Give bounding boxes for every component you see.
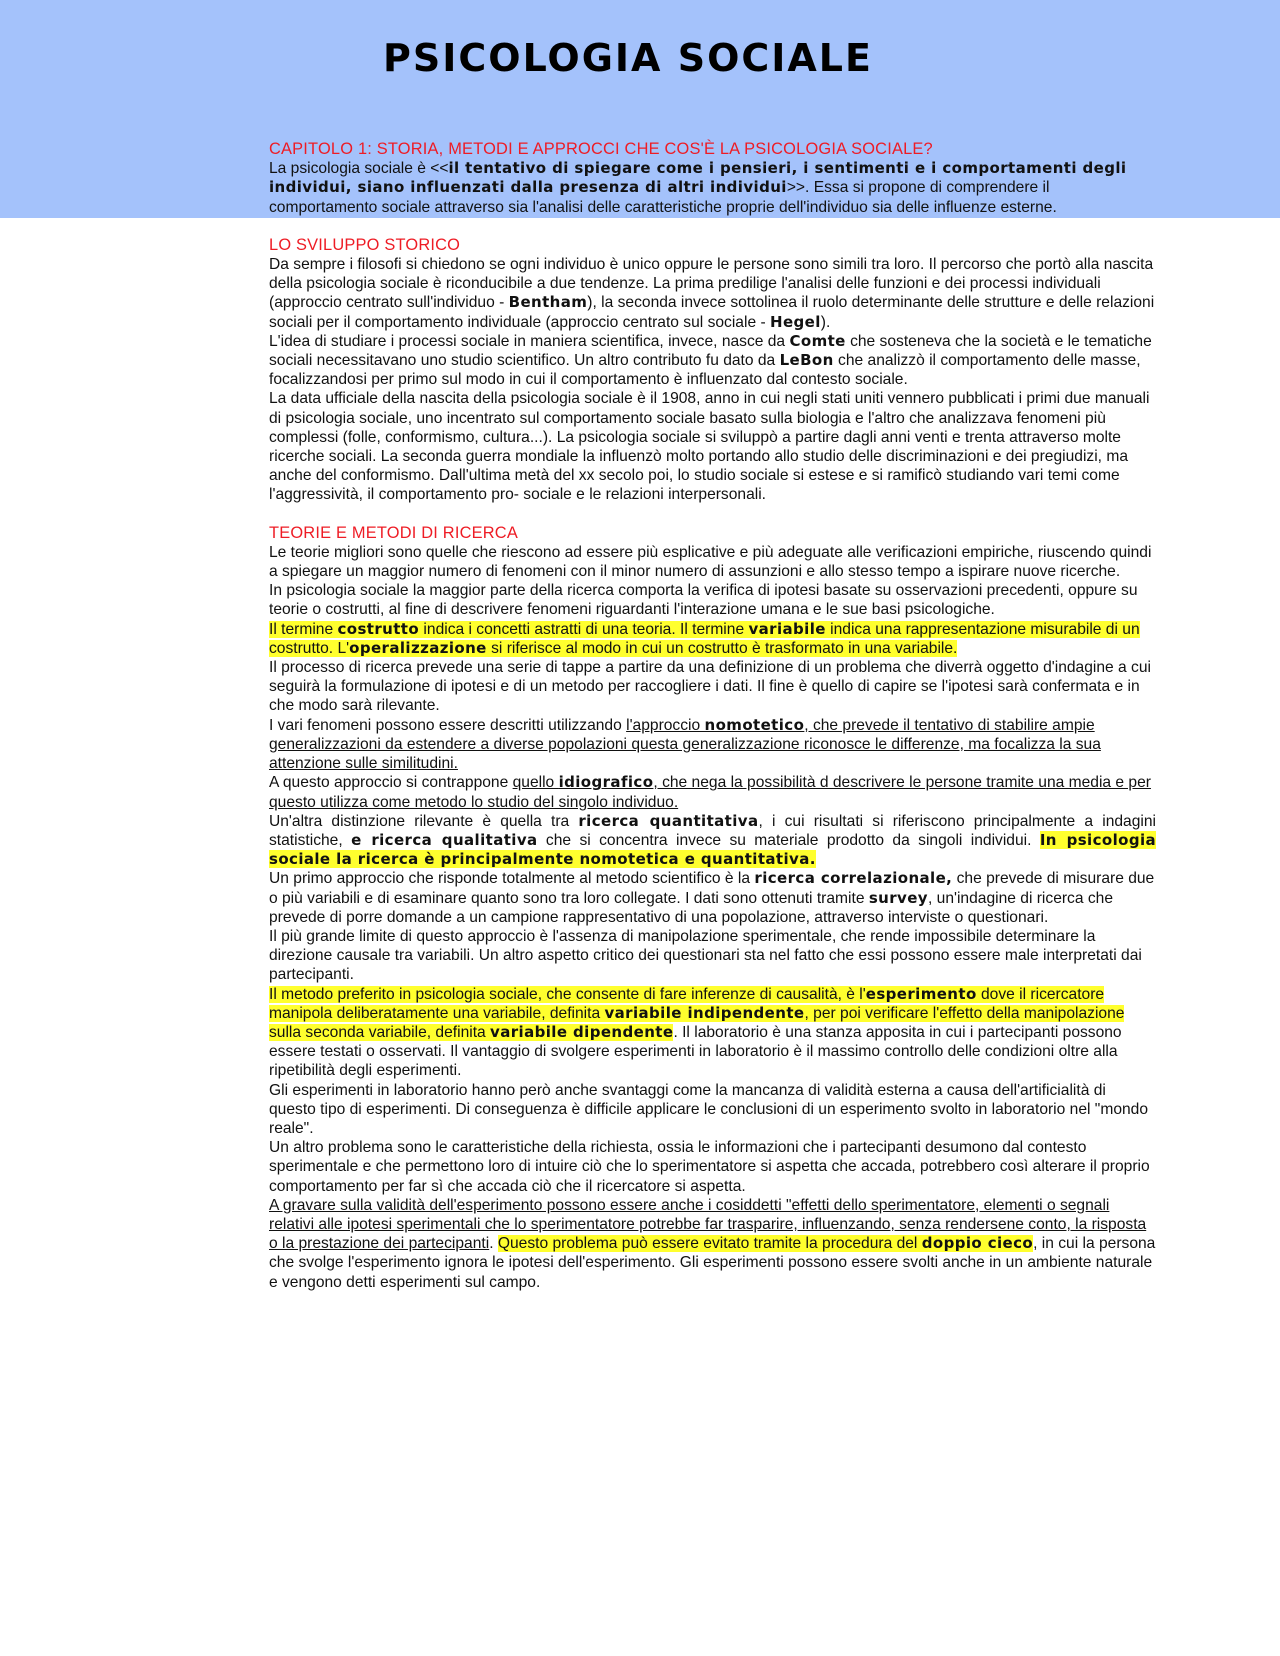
paragraph: Un altro problema sono le caratteristiche della richiesta, ossia le informazioni che i partecipanti desumono dal contesto sperimentale e che permettono loro di intuire ciò che lo sperimentatore si aspetta che accada, potrebbero così alterare il proprio comportamento per far sì che accada ciò che il ricercatore si aspetta.: [269, 1139, 1150, 1195]
text-run: che si concentra invece su materiale prodotto da singoli individui.: [537, 831, 1040, 849]
paragraph: [269, 159, 1156, 217]
bold-highlighted-text: In psicologia sociale la ricerca è principalmente nomotetica e quantitativa.: [269, 830, 1157, 869]
paragraph: [269, 255, 1156, 332]
text-run: Un'altra distinzione rilevante è quella tra: [269, 812, 579, 830]
text-run: , che prevede il tentativo di stabilire ampie generalizzazioni da estendere a diverse popolazioni questa generalizzazione riconosce le differenze, ma focalizza la sua attenzione sulle similitudini.: [269, 716, 1101, 773]
text-run: ).: [820, 313, 831, 331]
text-run: quello: [512, 774, 559, 792]
text-run: Un primo approccio che risponde totalmente al metodo scientifico è la: [269, 870, 755, 888]
bold-text: idiografico: [558, 773, 654, 792]
paragraph: Il più grande limite di questo approccio è l'assenza di manipolazione sperimentale, che rende impossibile determinare la direzione causale tra variabili. Un altro aspetto critico dei questionari sta nel fatto che essi possono essere male interpretati dai partecipanti.: [269, 927, 1142, 984]
text-run: A questo approccio si contrappone: [269, 774, 513, 792]
text-run: che analizzò il comportamento delle masse, focalizzandosi per primo sul modo in cui il comportamento è influenzato dal contesto sociale.: [269, 352, 1141, 389]
paragraph-highlighted: [269, 620, 1156, 658]
bold-text: survey: [868, 888, 928, 907]
text-run: , che nega la possibilità d descrivere le persone tramite una media e per questo utilizza come metodo lo studio del singolo individuo.: [269, 774, 1151, 811]
bold-text: LeBon: [779, 351, 834, 370]
paragraph: [269, 812, 1156, 870]
text-run: . Il laboratorio è una stanza apposita in cui i partecipanti possono essere testati o osservati. Il vantaggio di svolgere esperimenti in laboratorio è il massimo controllo delle condizioni oltre alla ripetibilità degli esperimenti.: [269, 1023, 1122, 1080]
document-body: [269, 140, 1156, 1292]
paragraph: [269, 1196, 1156, 1292]
bold-text: nomotetico: [704, 715, 805, 734]
text-run: Il metodo preferito in psicologia sociale, che consente di fare inferenze di causalità, è l': [269, 985, 866, 1003]
text-run: La psicologia sociale è <<: [269, 160, 449, 178]
paragraph: [269, 773, 1156, 811]
text-run: Il termine: [269, 620, 338, 638]
text-run: L'idea di studiare i processi sociale in maniera scientifica, invece, nasce da: [269, 332, 790, 350]
bold-text: costrutto: [337, 619, 420, 638]
text-run: che sosteneva che la società e le tematiche sociali necessitavano uno studio scientifico. Un altro contributo fu dato da: [269, 332, 1152, 370]
bold-text: Hegel: [769, 312, 821, 331]
section-heading-history: LO SVILUPPO STORICO: [269, 235, 461, 254]
text-run: , un'indagine di ricerca che prevede di porre domande a un campione rappresentativo di una popolazione, attraverso interviste o questionari.: [269, 889, 1114, 926]
bold-text: Bentham: [508, 293, 588, 312]
paragraph: [269, 985, 1156, 1081]
bold-text: variabile: [748, 619, 826, 638]
paragraph: In psicologia sociale la maggior parte della ricerca comporta la verifica di ipotesi basate su osservazioni precedenti, oppure su teorie o costrutti, al fine di descrivere fenomeni riguardanti l'interazione umana e le sue basi psicologiche.: [269, 582, 1138, 619]
bold-text: operalizzazione: [349, 638, 487, 657]
text-run: dove il ricercatore manipola deliberatamente una variabile, definita: [269, 985, 1105, 1022]
bold-text: ricerca correlazionale,: [754, 869, 953, 888]
text-run: indica i concetti astratti di una teoria. Il termine: [419, 620, 749, 638]
paragraph: [269, 716, 1156, 774]
bold-text: variabile indipendente: [604, 1003, 805, 1022]
text-run: che prevede di misurare due o più variabili e di esaminare quanto sono tra loro collegate. I dati sono ottenuti tramite: [269, 870, 1155, 907]
text-run: Questo problema può essere evitato tramite la procedura del: [497, 1235, 922, 1253]
text-run: , i cui risultati si riferiscono principalmente a indagini statistiche,: [269, 812, 1156, 849]
paragraph: Le teorie migliori sono quelle che riescono ad essere più esplicative e più adeguate alle verificazioni empiriche, riuscendo quindi a spiegare un maggior numero di fenomeni con il minor numero di assunzioni e allo stesso tempo a ispirare nuove ricerche.: [269, 543, 1152, 581]
bold-text: e ricerca qualitativa: [351, 830, 538, 849]
text-run: indica una rappresentazione misurabile di un costrutto. L': [269, 620, 1140, 657]
bold-text: il tentativo di spiegare come i pensieri, i sentimenti e i comportamenti degli individui, siano influenzati dalla presenza di altri individui: [269, 159, 1127, 197]
paragraph: La data ufficiale della nascita della psicologia sociale è il 1908, anno in cui negli stati uniti vennero pubblicati i primi due manuali di psicologia sociale, uno incentrato sul comportamento sociale basato sulla biologia e l'altro che analizzava fenomeni più complessi (folle, conformismo, cultura...). La psicologia sociale si sviluppò a partire dagli anni venti e trenta attraverso molte ricerche sociali. La seconda guerra mondiale la influenzò molto portando allo studio delle discriminazioni e dei pregiudizi, ma anche del conformismo. Dall'ultima metà del xx secolo poi, lo studio sociale si estese e si ramificò studiando vari temi come l'aggressività, il comportamento pro- sociale e le relazioni interpersonali.: [269, 390, 1150, 504]
bold-text: doppio cieco: [921, 1234, 1034, 1253]
section-heading-methods: TEORIE E METODI DI RICERCA: [269, 523, 518, 542]
text-run: , in cui la persona che svolge l'esperimento ignora le ipotesi dell'esperimento. Gli esperimenti possono essere svolti anche in un ambiente naturale e vengono detti esperimenti sul campo.: [269, 1235, 1156, 1291]
document-title: PSICOLOGIA SOCIALE: [383, 36, 873, 80]
text-run: si riferisce al modo in cui un costrutto è trasformato in una variabile.: [486, 639, 958, 657]
paragraph: Il processo di ricerca prevede una serie di tappe a partire da una definizione di un problema che diverrà oggetto d'indagine a cui seguirà la formulazione di ipotesi e di un metodo per raccogliere i dati. Il fine è quello di capire se l'ipotesi sarà confermata e in che modo sarà rilevante.: [269, 659, 1151, 715]
section-heading-chapter1: CAPITOLO 1: STORIA, METODI E APPROCCI CHE COS'È LA PSICOLOGIA SOCIALE?: [269, 140, 933, 158]
text-run: >>. Essa si propone di comprendere il comportamento sociale attraverso sia l'analisi delle caratteristiche proprie dell'individuo sia delle influenze esterne.: [269, 179, 1057, 216]
bold-text: ricerca quantitativa: [578, 811, 759, 830]
bold-text: variabile dipendente: [490, 1022, 674, 1041]
text-run: ), la seconda invece sottolinea il ruolo determinante delle strutture e delle relazioni sociali per il comportamento individuale (approccio centrato sul sociale -: [269, 294, 1155, 331]
text-run: Da sempre i filosofi si chiedono se ogni individuo è unico oppure le persone sono simili tra loro. Il percorso che portò alla nascita della psicologia sociale è riconducibile a due tendenze. La prima predilige l'analisi delle funzioni e dei processi individuali (approccio centrato sull'individuo -: [269, 256, 1154, 312]
bold-text: esperimento: [865, 984, 977, 1003]
paragraph: [269, 869, 1156, 927]
paragraph: Gli esperimenti in laboratorio hanno però anche svantaggi come la mancanza di validità esterna a causa dell'artificialità di questo tipo di esperimenti. Di conseguenza è difficile applicare le conclusioni di un esperimento svolto in laboratorio nel "mondo reale".: [269, 1081, 1149, 1137]
text-run: , per poi verificare l'effetto della manipolazione sulla seconda variabile, definita: [269, 1004, 1125, 1041]
text-run: l'approccio: [626, 716, 705, 734]
underlined-text: A gravare sulla validità dell'esperimento possono essere anche i cosiddetti "effetti dello sperimentatore, elementi o segnali relativi alle ipotesi sperimentali che lo sperimentatore potrebbe far trasparire, influenzando, senza rendersene conto, la risposta o la prestazione dei partecipanti: [269, 1196, 1147, 1253]
bold-text: Comte: [789, 331, 846, 350]
text-run: .: [489, 1235, 498, 1253]
text-run: I vari fenomeni possono essere descritti utilizzando: [269, 716, 627, 734]
paragraph: [269, 332, 1156, 390]
